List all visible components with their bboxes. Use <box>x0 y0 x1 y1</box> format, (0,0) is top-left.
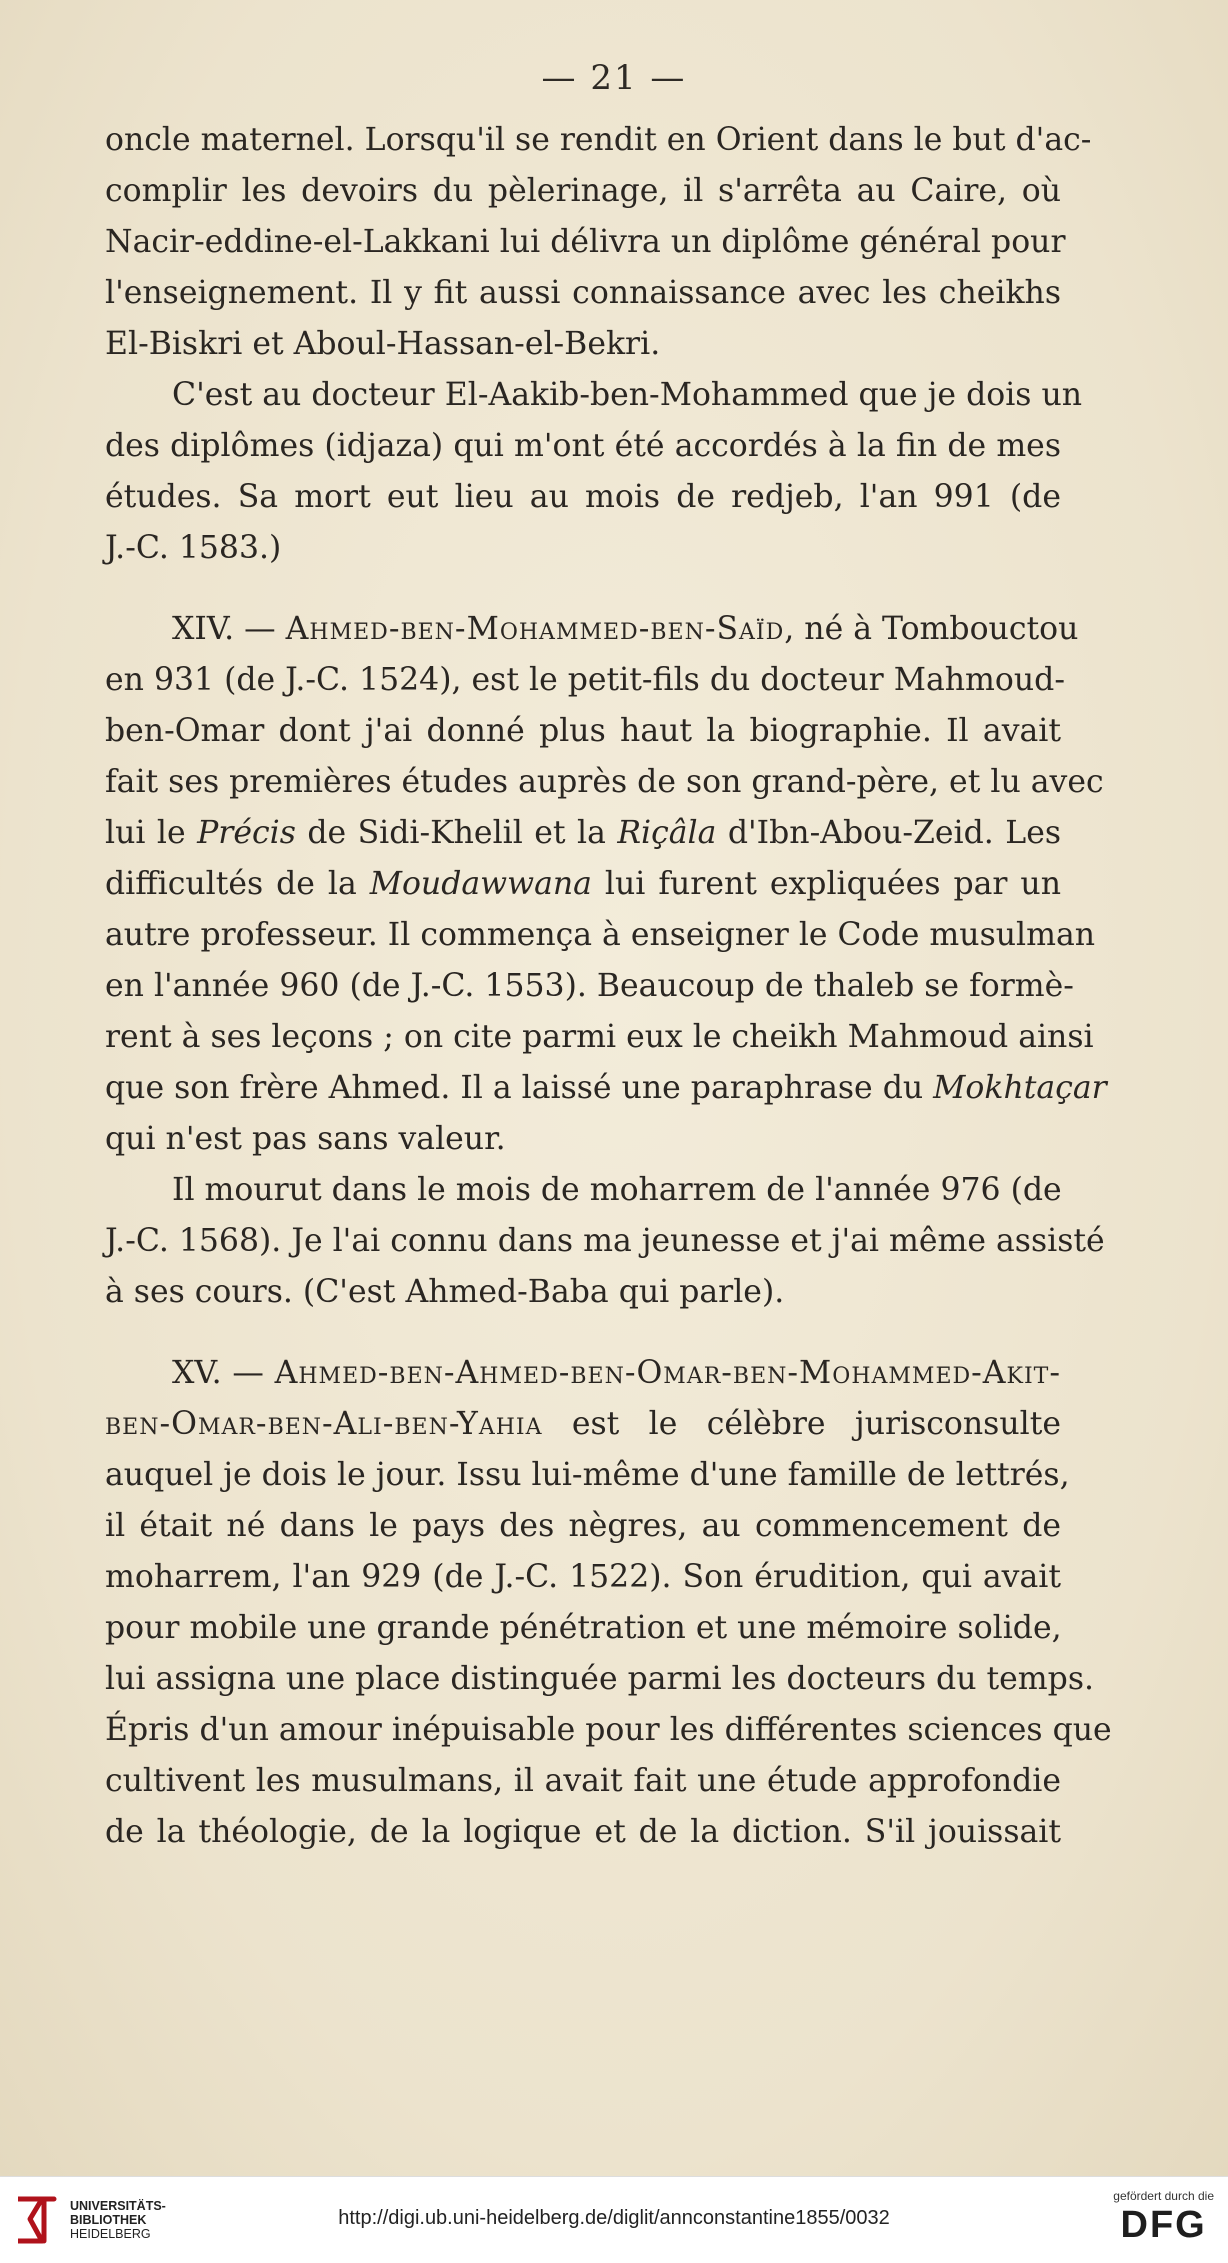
text-line: qui n'est pas sans valeur. <box>105 1121 506 1157</box>
text-fragment: d'Ibn-Abou-Zeid. Les <box>716 815 1061 851</box>
text-line: en 931 (de J.-C. 1524), est le petit-fils du docteur Mahmoud- <box>105 662 1065 698</box>
entry-number: XV. — <box>172 1355 275 1391</box>
person-name: ben-Omar-ben-Ali-ben-Yahia <box>105 1406 543 1442</box>
text-line: rent à ses leçons ; on cite parmi eux le cheikh Mahmoud ainsi <box>105 1019 1094 1055</box>
person-name: Ahmed-ben-Ahmed-ben-Omar-ben-Mohammed-Akit- <box>274 1355 1061 1391</box>
text-line: ben-Omar dont j'ai donné plus haut la biographie. Il avait <box>105 713 1061 749</box>
sponsor <box>1113 2189 1214 2245</box>
entry-heading-xv <box>105 1348 1061 1399</box>
text-line: en l'année 960 (de J.-C. 1553). Beaucoup de thaleb se formè- <box>105 968 1074 1004</box>
text-fragment: lui furent expliquées par un <box>591 866 1061 902</box>
text-line: oncle maternel. Lorsqu'il se rendit en Orient dans le but d'ac- <box>105 122 1092 158</box>
source-url-link[interactable]: http://digi.ub.uni-heidelberg.de/diglit/annconstantine1855/0032 <box>338 2207 890 2229</box>
text-line: El-Biskri et Aboul-Hassan-el-Bekri. <box>105 326 661 362</box>
text-line: auquel je dois le jour. Issu lui-même d'une famille de lettrés, <box>105 1457 1070 1493</box>
text-line: C'est au docteur El-Aakib-ben-Mohammed que je dois un <box>172 377 1083 413</box>
text-fragment: difficultés de la <box>105 866 370 902</box>
entry-number: XIV. — <box>172 611 286 647</box>
entry-heading-xiv <box>105 604 1079 655</box>
text-line <box>105 859 1061 910</box>
digitization-footer <box>0 2176 1228 2263</box>
text-line: Nacir-eddine-el-Lakkani lui délivra un diplôme général pour <box>105 224 1066 260</box>
text-fragment: lui le <box>105 815 198 851</box>
sponsor-label: gefördert durch die <box>1113 2189 1214 2203</box>
text-line <box>105 808 1061 859</box>
text-line: J.-C. 1568). Je l'ai connu dans ma jeunesse et j'ai même assisté <box>105 1223 1105 1259</box>
text-line: fait ses premières études auprès de son grand-père, et lu avec <box>105 764 1104 800</box>
text-line: pour mobile une grande pénétration et une mémoire solide, <box>105 1610 1062 1646</box>
text-line <box>105 1063 1107 1114</box>
text-line: études. Sa mort eut lieu au mois de redjeb, l'an 991 (de <box>105 479 1061 515</box>
text-line <box>105 1399 1061 1450</box>
text-fragment: est le célèbre jurisconsulte <box>542 1406 1061 1442</box>
text-fragment: de Sidi-Khelil et la <box>295 815 618 851</box>
text-fragment: , né à Tombouctou <box>784 611 1079 647</box>
book-title: Riçâla <box>617 815 717 851</box>
institution-name: UNIVERSITÄTS- BIBLIOTHEK HEIDELBERG <box>70 2199 166 2241</box>
text-line: à ses cours. (C'est Ahmed-Baba qui parle). <box>105 1274 785 1310</box>
text-line: autre professeur. Il commença à enseigner le Code musulman <box>105 917 1096 953</box>
text-line: lui assigna une place distinguée parmi les docteurs du temps. <box>105 1661 1095 1697</box>
text-line: cultivent les musulmans, il avait fait une étude approfondie <box>105 1763 1061 1799</box>
text-line: J.-C. 1583.) <box>105 530 282 566</box>
text-line: Il mourut dans le mois de moharrem de l'année 976 (de <box>172 1172 1062 1208</box>
text-line: complir les devoirs du pèlerinage, il s'arrêta au Caire, où <box>105 173 1061 209</box>
text-line: de la théologie, de la logique et de la diction. S'il jouissait <box>105 1814 1061 1850</box>
person-name: Ahmed-ben-Mohammed-ben-Saïd <box>285 611 785 647</box>
text-line: Épris d'un amour inépuisable pour les différentes sciences que <box>105 1712 1112 1748</box>
text-line: il était né dans le pays des nègres, au commencement de <box>105 1508 1061 1544</box>
text-fragment: que son frère Ahmed. Il a laissé une paraphrase du <box>105 1070 934 1106</box>
book-title: Précis <box>197 815 296 851</box>
page-number: — 21 — <box>541 58 687 98</box>
page-text <box>105 115 1112 1858</box>
book-title: Mokhtaçar <box>933 1070 1107 1106</box>
text-line: moharrem, l'an 929 (de J.-C. 1522). Son érudition, qui avait <box>105 1559 1061 1595</box>
dfg-logo: DFG <box>1120 2204 1207 2246</box>
text-line: des diplômes (idjaza) qui m'ont été accordés à la fin de mes <box>105 428 1061 464</box>
text-line: l'enseignement. Il y fit aussi connaissance avec les cheikhs <box>105 275 1061 311</box>
book-title: Moudawwana <box>369 866 592 902</box>
